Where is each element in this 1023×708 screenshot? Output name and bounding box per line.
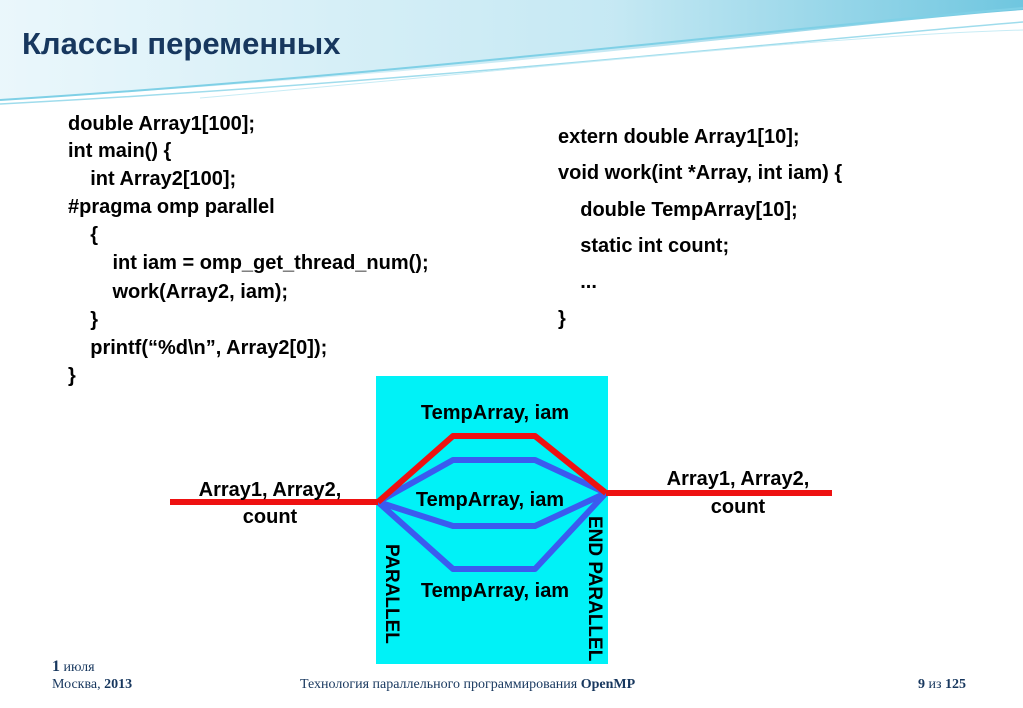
footer-month: июля xyxy=(63,660,95,675)
thread-label: TempArray, iam xyxy=(420,402,570,424)
footer-page: 9 xyxy=(918,677,925,692)
shared-vars-left-label: Array1, Array2, xyxy=(198,479,342,501)
code-line: { xyxy=(68,224,99,246)
thread-label: TempArray, iam xyxy=(415,489,565,511)
code-line: int Array2[100]; xyxy=(68,168,237,190)
code-line: } xyxy=(68,309,99,331)
footer-year: 2013 xyxy=(104,677,133,692)
footer-course-brand: OpenMP xyxy=(580,677,636,692)
code-line: int main() { xyxy=(68,140,172,162)
footer-total: 125 xyxy=(945,677,967,692)
code-line: printf(“%d\n”, Array2[0]); xyxy=(68,337,328,359)
parallel-label: PARALLEL xyxy=(381,544,402,644)
footer-page-number xyxy=(918,677,966,693)
footer-date xyxy=(52,658,95,676)
code-line: int iam = omp_get_thread_num(); xyxy=(68,252,429,274)
code-line: double TempArray[10]; xyxy=(558,199,798,221)
slide-title: Классы переменных xyxy=(22,26,341,61)
code-line: } xyxy=(558,308,566,330)
code-line: extern double Array1[10]; xyxy=(558,126,800,148)
code-line: static int count; xyxy=(558,235,730,257)
thread-label: TempArray, iam xyxy=(420,580,570,602)
shared-vars-left-label: count xyxy=(242,506,298,528)
code-line: work(Array2, iam); xyxy=(68,281,289,303)
footer-course-text: Технология параллельного программирования xyxy=(300,677,578,692)
shared-vars-right-label: Array1, Array2, xyxy=(666,468,810,490)
code-line: void work(int *Array, int iam) { xyxy=(558,162,843,184)
footer-of: из xyxy=(928,677,942,692)
code-line: } xyxy=(68,365,76,387)
footer-course xyxy=(300,677,635,693)
shared-vars-right-label: count xyxy=(710,496,766,518)
end-parallel-label: END PARALLEL xyxy=(584,516,605,662)
footer-city: Москва, xyxy=(52,677,101,692)
code-line: #pragma omp parallel xyxy=(68,196,275,218)
footer-location xyxy=(52,677,132,693)
footer-day: 1 xyxy=(52,658,60,675)
code-line: ... xyxy=(558,271,597,293)
code-line: double Array1[100]; xyxy=(68,113,256,135)
